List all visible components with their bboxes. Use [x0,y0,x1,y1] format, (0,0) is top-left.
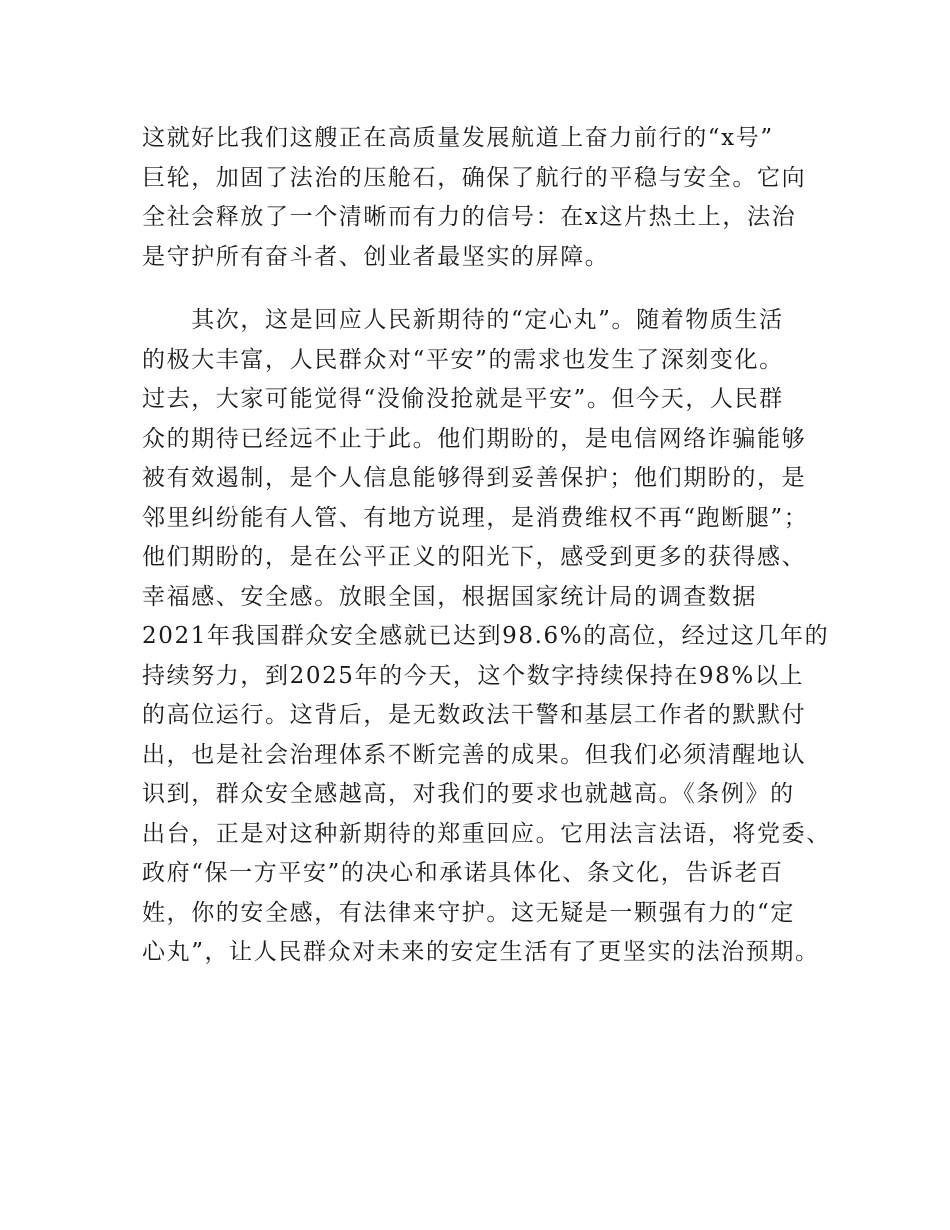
text-line: 的高位运行。这背后，是无数政法干警和基层工作者的默默付 [142,702,807,728]
text-line [142,1012,822,1052]
text-line: 这就好比我们这艘正在高质量发展航道上奋力前行的“x号” [142,125,774,151]
text-line: 政府“保一方平安”的决心和承诺具体化、条文化，告诉老百 [142,860,784,886]
text-line: 姓，你的安全感，有法律来守护。这无疑是一颗强有力的“定 [142,899,795,926]
text-line: 出台，正是对这种新期待的郑重回应。它用法言法语，将党委、 [142,820,831,847]
text-line: 识到，群众安全感越高，对我们的要求也就越高。《条例》的 [142,781,795,807]
paragraph-2 [142,301,831,1091]
text-line: 是守护所有奋斗者、创业者最坚实的屏障。 [142,243,610,270]
paragraph-1 [142,119,822,277]
text-line: 全社会释放了一个清晰而有力的信号：在x这片热土上，法治 [142,204,797,230]
text-line [142,1052,822,1092]
text-line: 持续努力，到2025年的今天，这个数字持续保持在98%以上 [142,662,805,689]
text-line: 的极大丰富，人民群众对“平安”的需求也发生了深刻变化。 [142,346,784,373]
text-line: 被有效遏制，是个人信息能够得到妥善保护；他们期盼的，是 [142,465,807,491]
text-line: 出，也是社会治理体系不断完善的成果。但我们必须清醒地认 [142,741,807,768]
text-line: 巨轮，加固了法治的压舱石，确保了航行的平稳与安全。它向 [142,164,807,191]
text-line: 幸福感、安全感。放眼全国，根据国家统计局的调查数据 [142,583,757,610]
text-line: 过去，大家可能觉得“没偷没抢就是平安”。但今天，人民群 [142,386,784,412]
text-line: 他们期盼的，是在公平正义的阳光下，感受到更多的获得感、 [142,544,807,570]
text-line: 众的期待已经远不止于此。他们期盼的，是电信网络诈骗能够 [142,425,807,452]
text-line [142,973,822,1013]
text-line: 邻里纠纷能有人管、有地方说理，是消费维权不再“跑断腿”； [142,504,809,531]
text-line: 其次，这是回应人民新期待的“定心丸”。随着物质生活 [142,307,784,333]
text-line: 2021年我国群众安全感就已达到98.6%的高位，经过这几年的 [142,623,830,649]
text-line: 心丸”，让人民群众对未来的安定生活有了更坚实的法治预期。 [142,939,820,965]
